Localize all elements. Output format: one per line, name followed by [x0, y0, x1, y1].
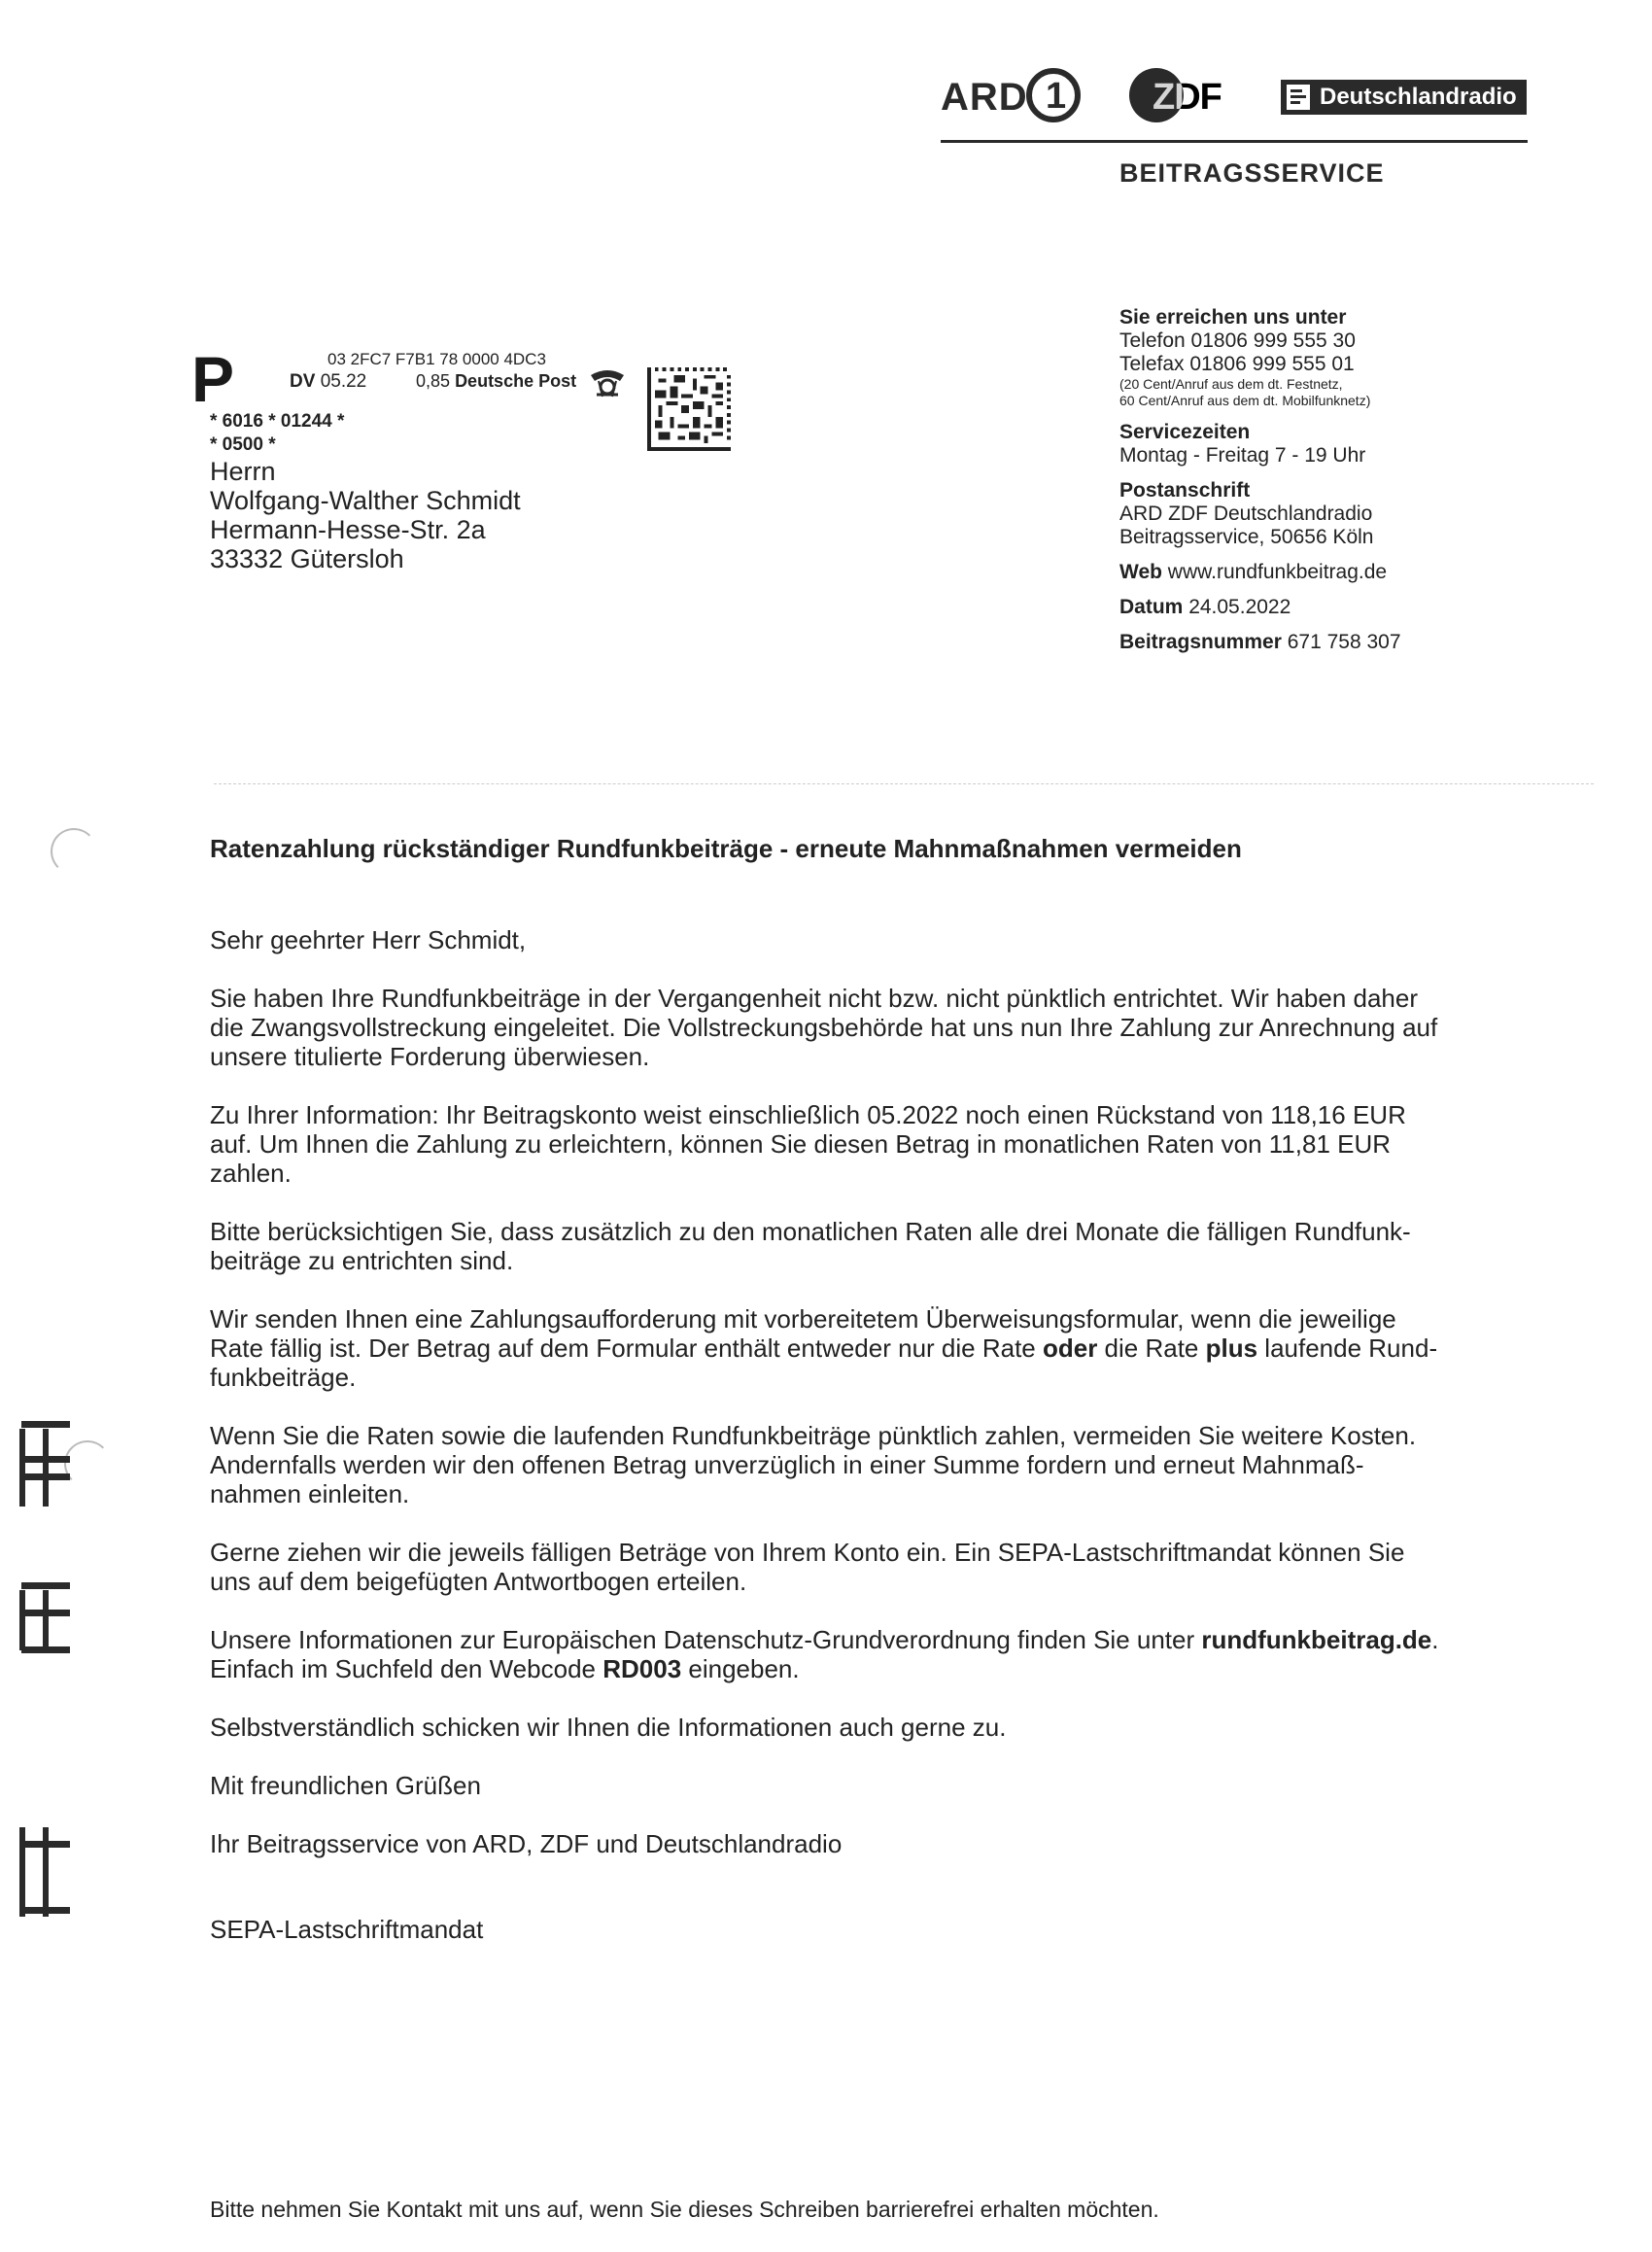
recipient-address [210, 457, 521, 573]
paragraph: Wir senden Ihnen eine Zahlungsaufforderung mit vorbereitetem Überweisungsformular, wenn die jeweilige Rate fällig ist. Der Betrag auf dem Formular enthält entweder nur die Rate oder die Rate plus laufende Rund- funkbeiträge. [210, 1304, 1438, 1392]
cost-note: 60 Cent/Anruf aus dem dt. Mobilfunknetz) [1119, 393, 1371, 408]
webcode: RD003 [602, 1654, 682, 1683]
recipient-name: Wolfgang-Walther Schmidt [210, 486, 521, 515]
closing: Mit freundlichen Grüßen [210, 1771, 481, 1800]
recipient-city: 33332 Gütersloh [210, 544, 404, 573]
contact-fax: Telefax 01806 999 555 01 [1119, 353, 1355, 375]
service-hours: Montag - Freitag 7 - 19 Uhr [1119, 444, 1366, 467]
edge-mark [21, 1421, 70, 1428]
edge-mark [21, 1582, 70, 1589]
contact-title: Sie erreichen uns unter [1119, 306, 1347, 329]
date-line: Datum 24.05.2022 [1119, 596, 1291, 618]
contribution-number-line: Beitragsnummer 671 758 307 [1119, 631, 1401, 653]
punch-hole [64, 1440, 111, 1487]
ard-one-logo: 1 [1026, 68, 1081, 122]
paragraph: Zu Ihrer Information: Ihr Beitragskonto weist einschließlich 05.2022 noch einen Rückstand von 118,16 EUR auf. Um Ihnen die Zahlung zu erleichtern, können Sie diesen Betrag in monatlichen Raten von 11,81 EUR zahlen. [210, 1100, 1406, 1188]
web-link[interactable]: www.rundfunkbeitrag.de [1167, 561, 1388, 583]
punch-hole [51, 828, 97, 875]
edge-mark [19, 1590, 25, 1650]
edge-mark [43, 1590, 49, 1650]
contact-info [1119, 306, 1586, 654]
recipient-salutation: Herrn [210, 457, 276, 486]
postal-line: ARD ZDF Deutschlandradio [1119, 502, 1373, 525]
cost-note: (20 Cent/Anruf aus dem dt. Festnetz, [1119, 376, 1343, 392]
website-link[interactable]: rundfunkbeitrag.de [1201, 1625, 1432, 1654]
edge-mark [43, 1827, 49, 1917]
broadcaster-logos [941, 68, 1528, 126]
mailing-reference: * 6016 * 01244 * * 0500 * [210, 411, 345, 455]
accessibility-note: Bitte nehmen Sie Kontakt mit uns auf, wenn Sie dieses Schreiben barrierefrei erhalten möchten. [210, 2197, 1159, 2222]
enclosure: SEPA-Lastschriftmandat [210, 1915, 484, 1944]
paragraph: Unsere Informationen zur Europäischen Datenschutz-Grundverordnung finden Sie unter rundfunkbeitrag.de. Einfach im Suchfeld den Webcode RD003 eingeben. [210, 1625, 1439, 1683]
postage-price: 0,85 Deutsche Post [416, 371, 577, 391]
paragraph: Selbstverständlich schicken wir Ihnen die Informationen auch gerne zu. [210, 1713, 1007, 1742]
paragraph: Bitte berücksichtigen Sie, dass zusätzlich zu den monatlichen Raten alle drei Monate die fälligen Rundfunk- beiträge zu entrichten sind. [210, 1217, 1411, 1275]
deutschlandradio-logo: Deutschlandradio [1281, 80, 1527, 115]
paragraph: Wenn Sie die Raten sowie die laufenden Rundfunkbeiträge pünktlich zahlen, vermeiden Sie weitere Kosten. Andernfalls werden wir den offenen Betrag unverzüglich in einer Summe fordern und erneut Mahnmaß- nahmen einleiten. [210, 1421, 1417, 1508]
paragraph: Gerne ziehen wir die jeweils fälligen Beträge von Ihrem Konto ein. Ein SEPA-Lastschriftmandat können Sie uns auf dem beigefügten Antwortbogen erteilen. [210, 1538, 1405, 1596]
postal-line: Beitragsservice, 50656 Köln [1119, 526, 1374, 548]
signature: Ihr Beitragsservice von ARD, ZDF und Deutschlandradio [210, 1829, 843, 1858]
contact-phone: Telefon 01806 999 555 30 [1119, 329, 1356, 352]
radio-icon [1287, 85, 1310, 110]
greeting: Sehr geehrter Herr Schmidt, [210, 925, 527, 954]
datamatrix-code [647, 367, 731, 451]
edge-mark [19, 1429, 25, 1507]
ard-logo: ARD [941, 76, 1028, 119]
service-title: Servicezeiten [1119, 421, 1251, 443]
postage-p-mark: P [191, 343, 235, 415]
zdf-logo: ZDF [1129, 68, 1236, 124]
post-horn-icon [587, 367, 628, 400]
beitragsservice-label: BEITRAGSSERVICE [1119, 158, 1385, 188]
fold-line [214, 783, 1594, 784]
edge-mark [19, 1827, 25, 1917]
recipient-street: Hermann-Hesse-Str. 2a [210, 515, 486, 544]
postage-dv: DV 05.22 [290, 371, 367, 392]
web-line: Web www.rundfunkbeitrag.de [1119, 561, 1388, 583]
letter-body [210, 925, 1541, 1973]
header-rule [941, 140, 1528, 143]
paragraph: Sie haben Ihre Rundfunkbeiträge in der Vergangenheit nicht bzw. nicht pünktlich entrichtet. Wir haben daher die Zwangsvollstreckung eingeleitet. Die Vollstreckungsbehörde hat uns nun Ihre Zahlung zur Anrechnung auf unsere titulierte Forderung überwiesen. [210, 984, 1438, 1071]
postal-title: Postanschrift [1119, 479, 1251, 502]
letter-subject: Ratenzahlung rückständiger Rundfunkbeiträge - erneute Mahnmaßnahmen vermeiden [210, 834, 1242, 863]
edge-mark [43, 1429, 49, 1507]
postage-code: 03 2FC7 F7B1 78 0000 4DC3 [327, 350, 546, 368]
